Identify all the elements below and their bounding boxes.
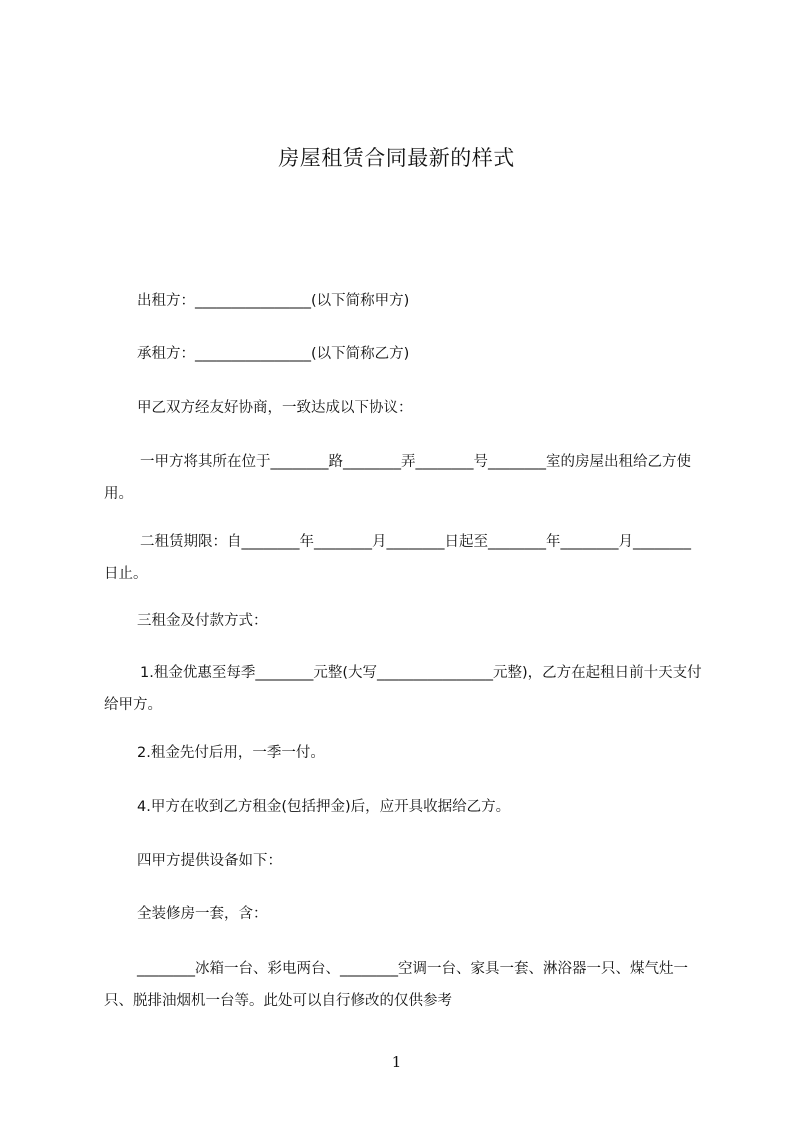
clause-one: 一甲方将其所在位于________路________弄________号________室的房屋出租给乙方使用。	[104, 454, 691, 502]
clause-three-item-2: 2.租金先付后用，一季一付。	[137, 745, 325, 761]
lessee-line: 承租方：________________(以下简称乙方)	[137, 346, 410, 362]
furnishing-intro: 全装修房一套，含：	[137, 906, 268, 922]
document-title: 房屋租赁合同最新的样式	[278, 146, 515, 170]
clause-three-item-1: 1.租金优惠至每季________元整(大写________________元整)，乙方在起租日前十天支付给甲方。	[104, 665, 702, 713]
clause-three-item-4: 4.甲方在收到乙方租金(包括押金)后，应开具收据给乙方。	[137, 799, 511, 815]
equipment-list: ________冰箱一台、彩电两台、________空调一台、家具一套、淋浴器一只、煤气灶一只、脱排油烟机一台等。此处可以自行修改的仅供参考	[104, 961, 688, 1009]
clause-two: 二租赁期限：自________年________月________日起至________年________月________日止。	[104, 534, 691, 582]
lessor-line: 出租方：________________(以下简称甲方)	[137, 293, 410, 309]
clause-four-heading: 四甲方提供设备如下：	[137, 853, 282, 869]
page-number: 1	[391, 1053, 402, 1071]
agreement-intro: 甲乙双方经友好协商，一致达成以下协议：	[137, 400, 413, 416]
clause-three-heading: 三租金及付款方式：	[137, 613, 268, 629]
